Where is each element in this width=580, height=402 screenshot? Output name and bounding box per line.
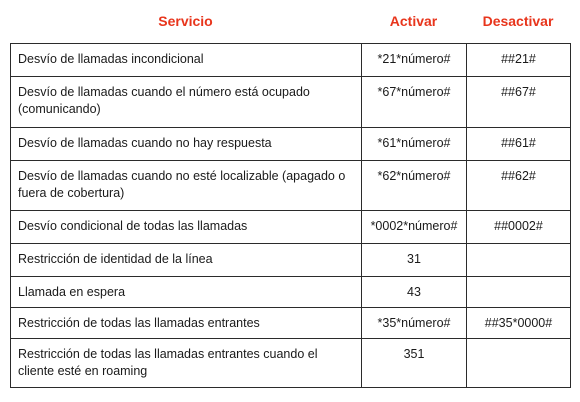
service-cell: Llamada en espera <box>11 277 362 308</box>
column-header-activate: Activar <box>389 13 438 29</box>
deactivate-code-cell: ##21# <box>467 44 571 77</box>
activate-code-cell: 351 <box>362 339 467 388</box>
table-row <box>11 77 571 128</box>
service-cell: Desvío de llamadas cuando no hay respuesta <box>11 128 362 161</box>
activate-code-cell: *21*número# <box>362 44 467 77</box>
activate-code-cell: *35*número# <box>362 308 467 339</box>
service-cell: Restricción de todas las llamadas entrantes cuando el cliente esté en roaming <box>11 339 362 388</box>
service-cell: Desvío condicional de todas las llamadas <box>11 211 362 244</box>
service-cell: Desvío de llamadas cuando el número está ocupado (comunicando) <box>11 77 362 128</box>
deactivate-code-cell: ##67# <box>467 77 571 128</box>
deactivate-code-cell: ##62# <box>467 161 571 211</box>
table-row <box>11 244 571 277</box>
table-row <box>11 128 571 161</box>
column-header-deactivate: Desactivar <box>482 13 554 29</box>
table-row <box>11 308 571 339</box>
service-cell: Desvío de llamadas incondicional <box>11 44 362 77</box>
activate-code-cell: *61*número# <box>362 128 467 161</box>
service-cell: Restricción de todas las llamadas entrantes <box>11 308 362 339</box>
deactivate-code-cell: ##61# <box>467 128 571 161</box>
table-row <box>11 211 571 244</box>
activate-code-cell: 43 <box>362 277 467 308</box>
table-row <box>11 277 571 308</box>
activate-code-cell: *62*número# <box>362 161 467 211</box>
activate-code-cell: 31 <box>362 244 467 277</box>
column-header-service: Servicio <box>158 13 213 29</box>
table-row <box>11 44 571 77</box>
deactivate-code-cell: ##35*0000# <box>467 308 571 339</box>
activate-code-cell: *0002*número# <box>362 211 467 244</box>
activate-code-cell: *67*número# <box>362 77 467 128</box>
deactivate-code-cell <box>467 277 571 308</box>
table-row <box>11 339 571 388</box>
service-cell: Desvío de llamadas cuando no esté localizable (apagado o fuera de cobertura) <box>11 161 362 211</box>
deactivate-code-cell: ##0002# <box>467 211 571 244</box>
deactivate-code-cell <box>467 339 571 388</box>
service-codes-table <box>10 43 571 388</box>
service-cell: Restricción de identidad de la línea <box>11 244 362 277</box>
deactivate-code-cell <box>467 244 571 277</box>
table-row <box>11 161 571 211</box>
